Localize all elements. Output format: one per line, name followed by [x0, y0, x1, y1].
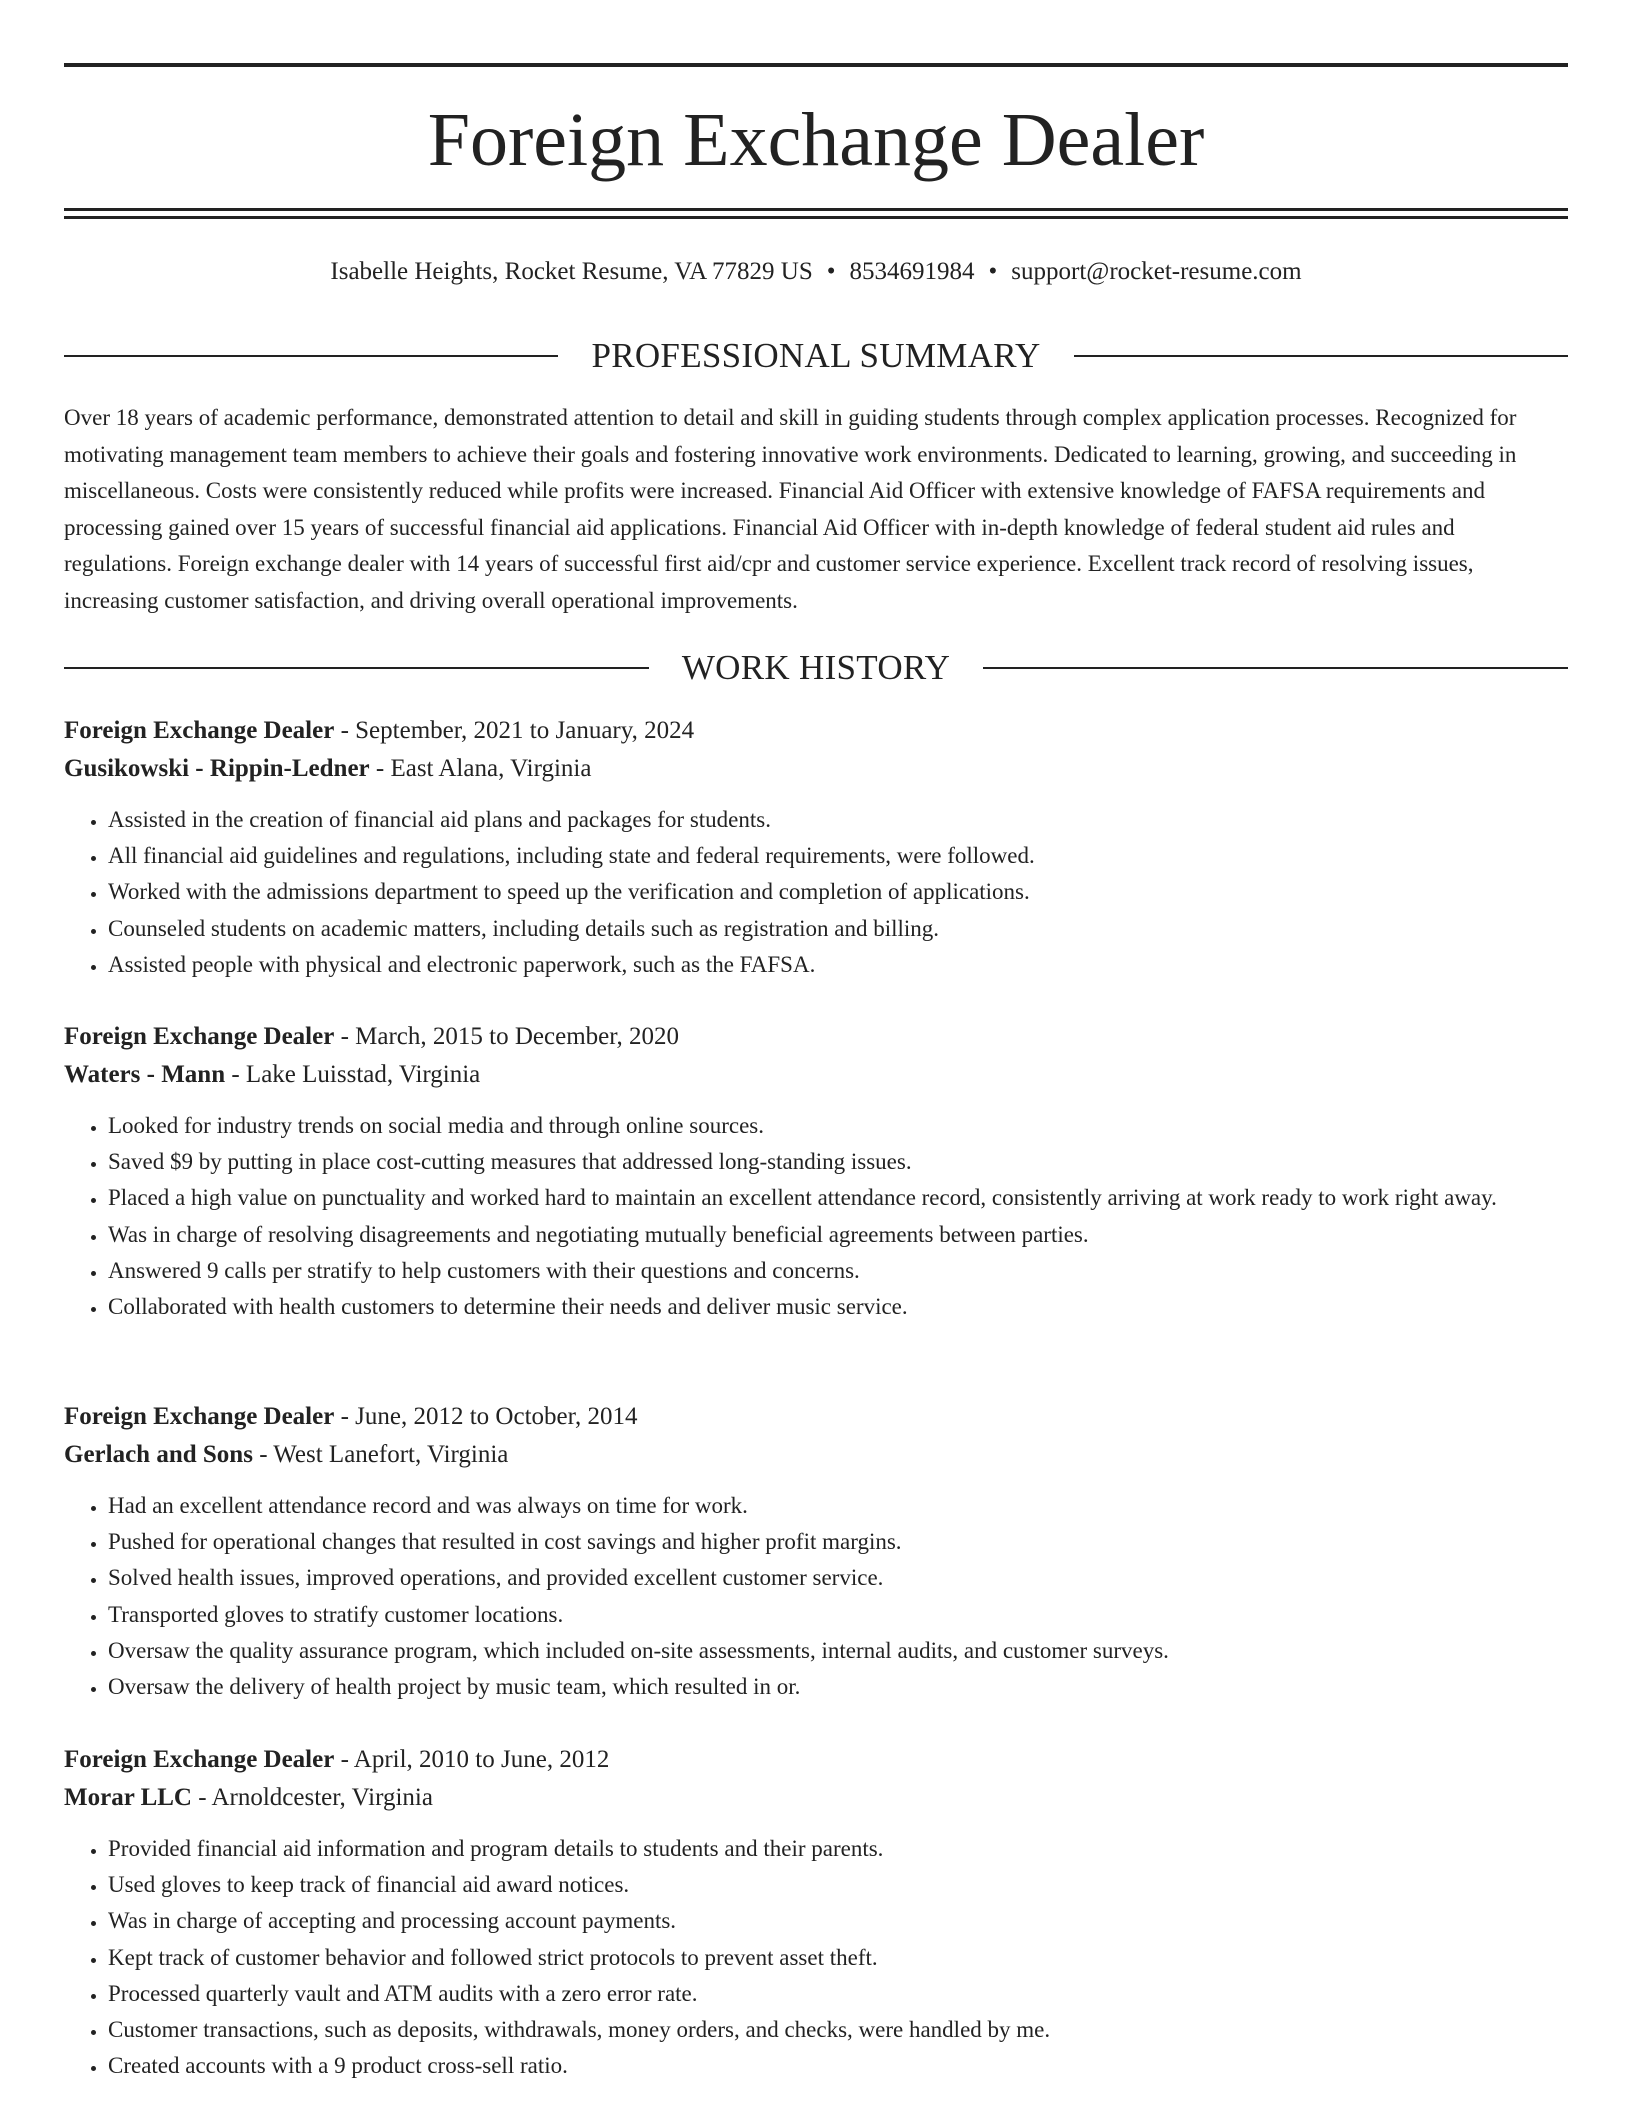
job-company-line	[64, 1436, 1568, 1474]
job-location: - West Lanefort, Virginia	[252, 1441, 509, 1468]
job-bullet: • Was in charge of accepting and processing account payments.	[108, 1903, 1568, 1939]
top-rule	[64, 63, 1568, 67]
contact-phone: 8534691984	[849, 258, 975, 285]
job-company: Morar LLC	[64, 1784, 192, 1811]
job-bullet: • Placed a high value on punctuality and worked hard to maintain an excellent attendance record, consistently arriving at work ready to work right away.	[108, 1180, 1568, 1216]
job-bullet: • Transported gloves to stratify customer locations.	[108, 1597, 1568, 1633]
job-bullets	[64, 1108, 1568, 1325]
job-location: - Lake Luisstad, Virginia	[225, 1061, 481, 1088]
job-bullet: • Collaborated with health customers to determine their needs and deliver music service.	[108, 1289, 1568, 1325]
job-bullet: • All financial aid guidelines and regulations, including state and federal requirements, were followed.	[108, 838, 1568, 874]
job-bullet: • Kept track of customer behavior and followed strict protocols to prevent asset theft.	[108, 1940, 1568, 1976]
job-role: Foreign Exchange Dealer	[64, 717, 335, 744]
job-bullet: • Looked for industry trends on social media and through online sources.	[108, 1108, 1568, 1144]
contact-separator: •	[826, 258, 836, 285]
job-bullet: • Assisted in the creation of financial aid plans and packages for students.	[108, 802, 1568, 838]
job-bullet: • Oversaw the quality assurance program, which included on-site assessments, internal audits, and customer surveys.	[108, 1633, 1568, 1669]
heading-rule-right	[983, 667, 1568, 669]
heading-rule-right	[1074, 355, 1568, 357]
summary-paragraph: Over 18 years of academic performance, demonstrated attention to detail and skill in guiding students through complex application processes. Recognized for motivating management team members to achieve their goals and fostering innovative work environments. Dedicated to learning, growing, and succeeding in miscellaneous. Costs were consistently reduced while profits were increased. Financial Aid Officer with extensive knowledge of FAFSA requirements and processing gained over 15 years of successful financial aid applications. Financial Aid Officer with in-depth knowledge of federal student aid rules and regulations. Foreign exchange dealer with 14 years of successful first aid/cpr and customer service experience. Excellent track record of resolving issues, increasing customer satisfaction, and driving overall operational improvements.	[64, 405, 1517, 613]
title-double-rule-upper	[64, 208, 1568, 211]
job-role: Foreign Exchange Dealer	[64, 1023, 335, 1050]
job-bullet: • Used gloves to keep track of financial aid award notices.	[108, 1867, 1568, 1903]
job-bullet: • Was in charge of resolving disagreements and negotiating mutually beneficial agreements between parties.	[108, 1217, 1568, 1253]
heading-rule-left	[64, 667, 649, 669]
work-history-heading	[64, 646, 1568, 690]
job-bullet: • Processed quarterly vault and ATM audits with a zero error rate.	[108, 1976, 1568, 2012]
job-bullet: • Assisted people with physical and electronic paperwork, such as the FAFSA.	[108, 947, 1568, 983]
job-bullet: • Solved health issues, improved operations, and provided excellent customer service.	[108, 1560, 1568, 1596]
job-bullet: • Pushed for operational changes that resulted in cost savings and higher profit margins.	[108, 1524, 1568, 1560]
job-entry	[64, 1741, 1568, 2084]
job-role: Foreign Exchange Dealer	[64, 1403, 335, 1430]
contact-separator: •	[988, 258, 998, 285]
contact-line	[64, 254, 1568, 290]
job-bullet: • Had an excellent attendance record and was always on time for work.	[108, 1488, 1568, 1524]
section-title: PROFESSIONAL SUMMARY	[591, 336, 1041, 375]
job-bullet: • Answered 9 calls per stratify to help customers with their questions and concerns.	[108, 1253, 1568, 1289]
job-dates: - June, 2012 to October, 2014	[334, 1403, 638, 1430]
job-company-line	[64, 750, 1568, 788]
resume-title: Foreign Exchange Dealer	[427, 98, 1205, 182]
contact-email: support@rocket-resume.com	[1011, 258, 1302, 285]
job-role: Foreign Exchange Dealer	[64, 1746, 335, 1773]
job-bullet: • Counseled students on academic matters, including details such as registration and billing.	[108, 911, 1568, 947]
job-company-line	[64, 1779, 1568, 1817]
job-title-line	[64, 712, 1568, 750]
job-title-line	[64, 1398, 1568, 1436]
job-title-line	[64, 1741, 1568, 1779]
job-dates: - April, 2010 to June, 2012	[334, 1746, 610, 1773]
job-bullets	[64, 1831, 1568, 2084]
job-company: Gusikowski - Rippin-Ledner	[64, 755, 370, 782]
job-location: - Arnoldcester, Virginia	[192, 1784, 433, 1811]
job-entry	[64, 712, 1568, 983]
job-bullet: • Created accounts with a 9 product cross-sell ratio.	[108, 2048, 1568, 2084]
job-dates: - September, 2021 to January, 2024	[334, 717, 695, 744]
job-entry	[64, 1398, 1568, 1705]
professional-summary-heading	[64, 334, 1568, 378]
title-double-rule-lower	[64, 216, 1568, 219]
section-title: WORK HISTORY	[681, 648, 951, 687]
job-bullet: • Worked with the admissions department to speed up the verification and completion of applications.	[108, 874, 1568, 910]
contact-address: Isabelle Heights, Rocket Resume, VA 77829 US	[330, 258, 813, 285]
job-bullet: • Oversaw the delivery of health project by music team, which resulted in or.	[108, 1669, 1568, 1705]
job-bullet: • Customer transactions, such as deposits, withdrawals, money orders, and checks, were handled by me.	[108, 2012, 1568, 2048]
job-bullets	[64, 1488, 1568, 1705]
job-company: Gerlach and Sons	[64, 1441, 253, 1468]
job-title-line	[64, 1018, 1568, 1056]
job-bullet: • Provided financial aid information and program details to students and their parents.	[108, 1831, 1568, 1867]
job-company: Waters - Mann	[64, 1061, 226, 1088]
heading-rule-left	[64, 355, 558, 357]
job-dates: - March, 2015 to December, 2020	[334, 1023, 680, 1050]
job-bullet: • Saved $9 by putting in place cost-cutting measures that addressed long-standing issues.	[108, 1144, 1568, 1180]
job-location: - East Alana, Virginia	[369, 755, 592, 782]
job-bullets	[64, 802, 1568, 983]
job-entry	[64, 1018, 1568, 1325]
job-company-line	[64, 1056, 1568, 1094]
